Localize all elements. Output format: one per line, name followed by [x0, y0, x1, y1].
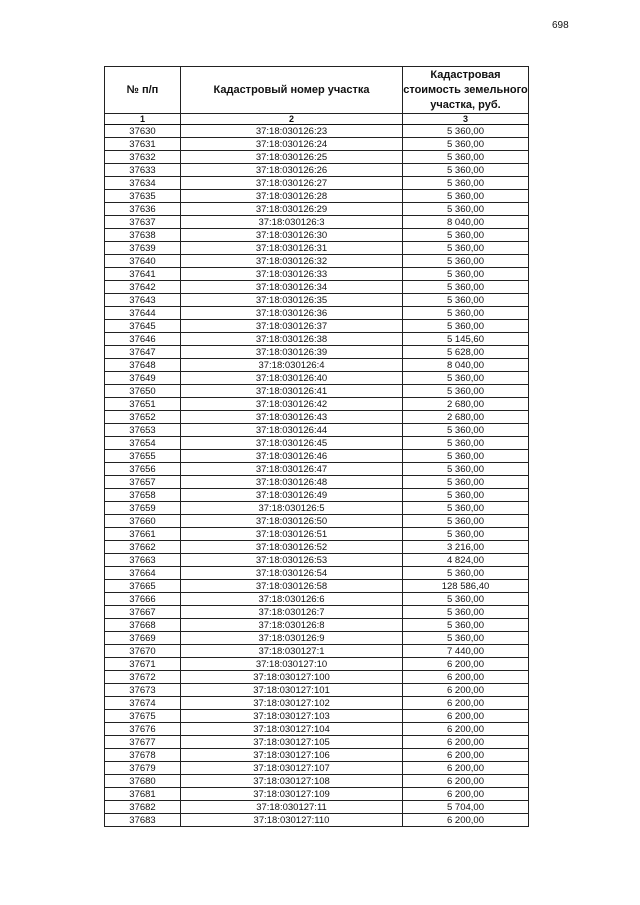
- cadastral-number: 37:18:030126:3: [181, 216, 403, 229]
- cadastral-value: 3 216,00: [403, 541, 529, 554]
- cadastral-value: 5 360,00: [403, 463, 529, 476]
- row-number: 37670: [105, 645, 181, 658]
- row-number: 37673: [105, 684, 181, 697]
- table-row: [105, 502, 529, 515]
- table-row: [105, 164, 529, 177]
- row-number: 37675: [105, 710, 181, 723]
- cadastral-number: 37:18:030126:54: [181, 567, 403, 580]
- cadastral-value: 5 360,00: [403, 281, 529, 294]
- cadastral-value: 6 200,00: [403, 749, 529, 762]
- cadastral-number: 37:18:030127:110: [181, 814, 403, 827]
- row-number: 37644: [105, 307, 181, 320]
- table-row: [105, 177, 529, 190]
- cadastral-value: 128 586,40: [403, 580, 529, 593]
- table-row: [105, 489, 529, 502]
- cadastral-value: 5 360,00: [403, 229, 529, 242]
- table-row: [105, 255, 529, 268]
- cadastral-value: 5 704,00: [403, 801, 529, 814]
- table-row: [105, 775, 529, 788]
- cadastral-number: 37:18:030126:27: [181, 177, 403, 190]
- cadastral-value: 5 360,00: [403, 203, 529, 216]
- row-number: 37656: [105, 463, 181, 476]
- cadastral-number: 37:18:030126:31: [181, 242, 403, 255]
- cadastral-number: 37:18:030127:109: [181, 788, 403, 801]
- cadastral-number: 37:18:030126:53: [181, 554, 403, 567]
- row-number: 37660: [105, 515, 181, 528]
- cadastral-value: 5 360,00: [403, 190, 529, 203]
- table-row: [105, 398, 529, 411]
- cadastral-number: 37:18:030127:107: [181, 762, 403, 775]
- row-number: 37641: [105, 268, 181, 281]
- cadastral-number: 37:18:030126:6: [181, 593, 403, 606]
- table-row: [105, 138, 529, 151]
- table-row: [105, 801, 529, 814]
- column-number: 1: [105, 114, 181, 125]
- cadastral-value: 6 200,00: [403, 671, 529, 684]
- cadastral-value: 5 360,00: [403, 424, 529, 437]
- cadastral-value: 8 040,00: [403, 359, 529, 372]
- cadastral-number: 37:18:030126:42: [181, 398, 403, 411]
- cadastral-number: 37:18:030126:47: [181, 463, 403, 476]
- row-number: 37634: [105, 177, 181, 190]
- table-row: [105, 203, 529, 216]
- cadastral-number: 37:18:030126:32: [181, 255, 403, 268]
- cadastral-number: 37:18:030126:35: [181, 294, 403, 307]
- cadastral-number: 37:18:030126:40: [181, 372, 403, 385]
- cadastral-value: 5 360,00: [403, 138, 529, 151]
- cadastral-value: 5 360,00: [403, 632, 529, 645]
- table-row: [105, 307, 529, 320]
- cadastral-value: 5 360,00: [403, 437, 529, 450]
- row-number: 37683: [105, 814, 181, 827]
- table-row: [105, 242, 529, 255]
- cadastral-value: 5 360,00: [403, 606, 529, 619]
- header-num: № п/п: [105, 67, 181, 114]
- cadastral-number: 37:18:030127:101: [181, 684, 403, 697]
- row-number: 37653: [105, 424, 181, 437]
- cadastral-number: 37:18:030126:26: [181, 164, 403, 177]
- row-number: 37647: [105, 346, 181, 359]
- table-row: [105, 450, 529, 463]
- table-row: [105, 151, 529, 164]
- row-number: 37655: [105, 450, 181, 463]
- row-number: 37662: [105, 541, 181, 554]
- row-number: 37650: [105, 385, 181, 398]
- cadastral-number: 37:18:030126:33: [181, 268, 403, 281]
- cadastral-number: 37:18:030126:30: [181, 229, 403, 242]
- row-number: 37679: [105, 762, 181, 775]
- cadastral-number: 37:18:030126:36: [181, 307, 403, 320]
- table-row: [105, 567, 529, 580]
- row-number: 37668: [105, 619, 181, 632]
- row-number: 37633: [105, 164, 181, 177]
- table-row: [105, 541, 529, 554]
- table-row: [105, 697, 529, 710]
- row-number: 37674: [105, 697, 181, 710]
- cadastral-number: 37:18:030126:5: [181, 502, 403, 515]
- cadastral-number: 37:18:030127:100: [181, 671, 403, 684]
- table-row: [105, 333, 529, 346]
- cadastral-value: 6 200,00: [403, 775, 529, 788]
- table-row: [105, 684, 529, 697]
- row-number: 37646: [105, 333, 181, 346]
- cadastral-number: 37:18:030126:48: [181, 476, 403, 489]
- column-number-row: [105, 114, 529, 125]
- row-number: 37640: [105, 255, 181, 268]
- cadastral-value: 5 360,00: [403, 164, 529, 177]
- cadastral-number: 37:18:030126:41: [181, 385, 403, 398]
- cadastral-value: 5 360,00: [403, 515, 529, 528]
- table-row: [105, 372, 529, 385]
- cadastral-number: 37:18:030126:23: [181, 125, 403, 138]
- cadastral-value: 5 360,00: [403, 476, 529, 489]
- cadastral-number: 37:18:030126:9: [181, 632, 403, 645]
- cadastral-value: 2 680,00: [403, 411, 529, 424]
- cadastral-value: 4 824,00: [403, 554, 529, 567]
- row-number: 37678: [105, 749, 181, 762]
- table-row: [105, 593, 529, 606]
- cadastral-number: 37:18:030126:24: [181, 138, 403, 151]
- cadastral-number: 37:18:030126:29: [181, 203, 403, 216]
- cadastral-number: 37:18:030126:34: [181, 281, 403, 294]
- cadastral-value-table: [104, 66, 529, 827]
- cadastral-value: 6 200,00: [403, 814, 529, 827]
- cadastral-number: 37:18:030126:52: [181, 541, 403, 554]
- cadastral-value: 5 360,00: [403, 268, 529, 281]
- table-row: [105, 294, 529, 307]
- cadastral-number: 37:18:030126:8: [181, 619, 403, 632]
- row-number: 37643: [105, 294, 181, 307]
- header-cadastral-number: Кадастровый номер участка: [181, 67, 403, 114]
- page-number: 698: [552, 20, 569, 31]
- header-cadastral-value: Кадастровая стоимость земельного участка, руб.: [403, 67, 529, 114]
- cadastral-number: 37:18:030126:46: [181, 450, 403, 463]
- row-number: 37645: [105, 320, 181, 333]
- cadastral-number: 37:18:030126:45: [181, 437, 403, 450]
- cadastral-value: 5 360,00: [403, 489, 529, 502]
- table-body: [105, 125, 529, 827]
- cadastral-value: 5 360,00: [403, 177, 529, 190]
- cadastral-value: 6 200,00: [403, 684, 529, 697]
- cadastral-value: 5 360,00: [403, 450, 529, 463]
- cadastral-value: 5 628,00: [403, 346, 529, 359]
- table-row: [105, 476, 529, 489]
- cadastral-number: 37:18:030127:106: [181, 749, 403, 762]
- table-row: [105, 788, 529, 801]
- row-number: 37682: [105, 801, 181, 814]
- row-number: 37658: [105, 489, 181, 502]
- row-number: 37654: [105, 437, 181, 450]
- row-number: 37651: [105, 398, 181, 411]
- cadastral-value: 8 040,00: [403, 216, 529, 229]
- table-row: [105, 346, 529, 359]
- table-row: [105, 268, 529, 281]
- cadastral-value: 5 360,00: [403, 151, 529, 164]
- row-number: 37638: [105, 229, 181, 242]
- row-number: 37632: [105, 151, 181, 164]
- cadastral-number: 37:18:030126:58: [181, 580, 403, 593]
- row-number: 37648: [105, 359, 181, 372]
- table-row: [105, 554, 529, 567]
- table-row: [105, 385, 529, 398]
- cadastral-number: 37:18:030126:7: [181, 606, 403, 619]
- cadastral-number: 37:18:030126:39: [181, 346, 403, 359]
- table-row: [105, 710, 529, 723]
- row-number: 37680: [105, 775, 181, 788]
- table-row: [105, 580, 529, 593]
- cadastral-value: 6 200,00: [403, 723, 529, 736]
- cadastral-value: 5 360,00: [403, 307, 529, 320]
- row-number: 37672: [105, 671, 181, 684]
- row-number: 37661: [105, 528, 181, 541]
- row-number: 37631: [105, 138, 181, 151]
- cadastral-value: 5 360,00: [403, 242, 529, 255]
- table-row: [105, 320, 529, 333]
- row-number: 37652: [105, 411, 181, 424]
- cadastral-number: 37:18:030126:51: [181, 528, 403, 541]
- cadastral-value: 5 360,00: [403, 567, 529, 580]
- table-row: [105, 658, 529, 671]
- cadastral-number: 37:18:030126:28: [181, 190, 403, 203]
- table-row: [105, 463, 529, 476]
- cadastral-value: 6 200,00: [403, 762, 529, 775]
- cadastral-value: 5 360,00: [403, 593, 529, 606]
- row-number: 37639: [105, 242, 181, 255]
- row-number: 37637: [105, 216, 181, 229]
- table-row: [105, 736, 529, 749]
- row-number: 37681: [105, 788, 181, 801]
- table-row: [105, 424, 529, 437]
- row-number: 37636: [105, 203, 181, 216]
- cadastral-value: 6 200,00: [403, 697, 529, 710]
- cadastral-value: 5 145,60: [403, 333, 529, 346]
- row-number: 37667: [105, 606, 181, 619]
- table-row: [105, 229, 529, 242]
- cadastral-value: 5 360,00: [403, 502, 529, 515]
- cadastral-number: 37:18:030126:49: [181, 489, 403, 502]
- cadastral-value: 5 360,00: [403, 255, 529, 268]
- cadastral-number: 37:18:030127:108: [181, 775, 403, 788]
- table-row: [105, 645, 529, 658]
- table-row: [105, 528, 529, 541]
- cadastral-number: 37:18:030127:103: [181, 710, 403, 723]
- cadastral-number: 37:18:030126:43: [181, 411, 403, 424]
- row-number: 37671: [105, 658, 181, 671]
- cadastral-number: 37:18:030126:4: [181, 359, 403, 372]
- cadastral-value: 5 360,00: [403, 372, 529, 385]
- table-row: [105, 216, 529, 229]
- column-number: 3: [403, 114, 529, 125]
- row-number: 37659: [105, 502, 181, 515]
- table-row: [105, 125, 529, 138]
- cadastral-number: 37:18:030126:37: [181, 320, 403, 333]
- row-number: 37635: [105, 190, 181, 203]
- cadastral-value: 6 200,00: [403, 658, 529, 671]
- table-row: [105, 411, 529, 424]
- row-number: 37664: [105, 567, 181, 580]
- table-row: [105, 437, 529, 450]
- cadastral-number: 37:18:030126:44: [181, 424, 403, 437]
- cadastral-number: 37:18:030126:50: [181, 515, 403, 528]
- cadastral-number: 37:18:030127:102: [181, 697, 403, 710]
- row-number: 37642: [105, 281, 181, 294]
- cadastral-value: 5 360,00: [403, 619, 529, 632]
- row-number: 37663: [105, 554, 181, 567]
- row-number: 37669: [105, 632, 181, 645]
- cadastral-value: 5 360,00: [403, 294, 529, 307]
- cadastral-value: 5 360,00: [403, 528, 529, 541]
- cadastral-number: 37:18:030127:1: [181, 645, 403, 658]
- row-number: 37630: [105, 125, 181, 138]
- cadastral-value: 5 360,00: [403, 125, 529, 138]
- row-number: 37666: [105, 593, 181, 606]
- cadastral-number: 37:18:030127:10: [181, 658, 403, 671]
- cadastral-number: 37:18:030126:38: [181, 333, 403, 346]
- table-row: [105, 749, 529, 762]
- cadastral-number: 37:18:030127:104: [181, 723, 403, 736]
- cadastral-value: 5 360,00: [403, 385, 529, 398]
- cadastral-value: 2 680,00: [403, 398, 529, 411]
- table-header-row: [105, 67, 529, 114]
- cadastral-number: 37:18:030127:105: [181, 736, 403, 749]
- table-row: [105, 619, 529, 632]
- cadastral-value: 6 200,00: [403, 736, 529, 749]
- row-number: 37676: [105, 723, 181, 736]
- table-row: [105, 814, 529, 827]
- table-row: [105, 190, 529, 203]
- column-number: 2: [181, 114, 403, 125]
- cadastral-value: 6 200,00: [403, 788, 529, 801]
- cadastral-value: 5 360,00: [403, 320, 529, 333]
- table-row: [105, 359, 529, 372]
- cadastral-number: 37:18:030126:25: [181, 151, 403, 164]
- cadastral-value: 7 440,00: [403, 645, 529, 658]
- table-row: [105, 671, 529, 684]
- cadastral-value: 6 200,00: [403, 710, 529, 723]
- table-row: [105, 632, 529, 645]
- row-number: 37657: [105, 476, 181, 489]
- table-row: [105, 723, 529, 736]
- table-row: [105, 606, 529, 619]
- table-row: [105, 515, 529, 528]
- row-number: 37665: [105, 580, 181, 593]
- row-number: 37649: [105, 372, 181, 385]
- cadastral-number: 37:18:030127:11: [181, 801, 403, 814]
- row-number: 37677: [105, 736, 181, 749]
- table-row: [105, 762, 529, 775]
- table-row: [105, 281, 529, 294]
